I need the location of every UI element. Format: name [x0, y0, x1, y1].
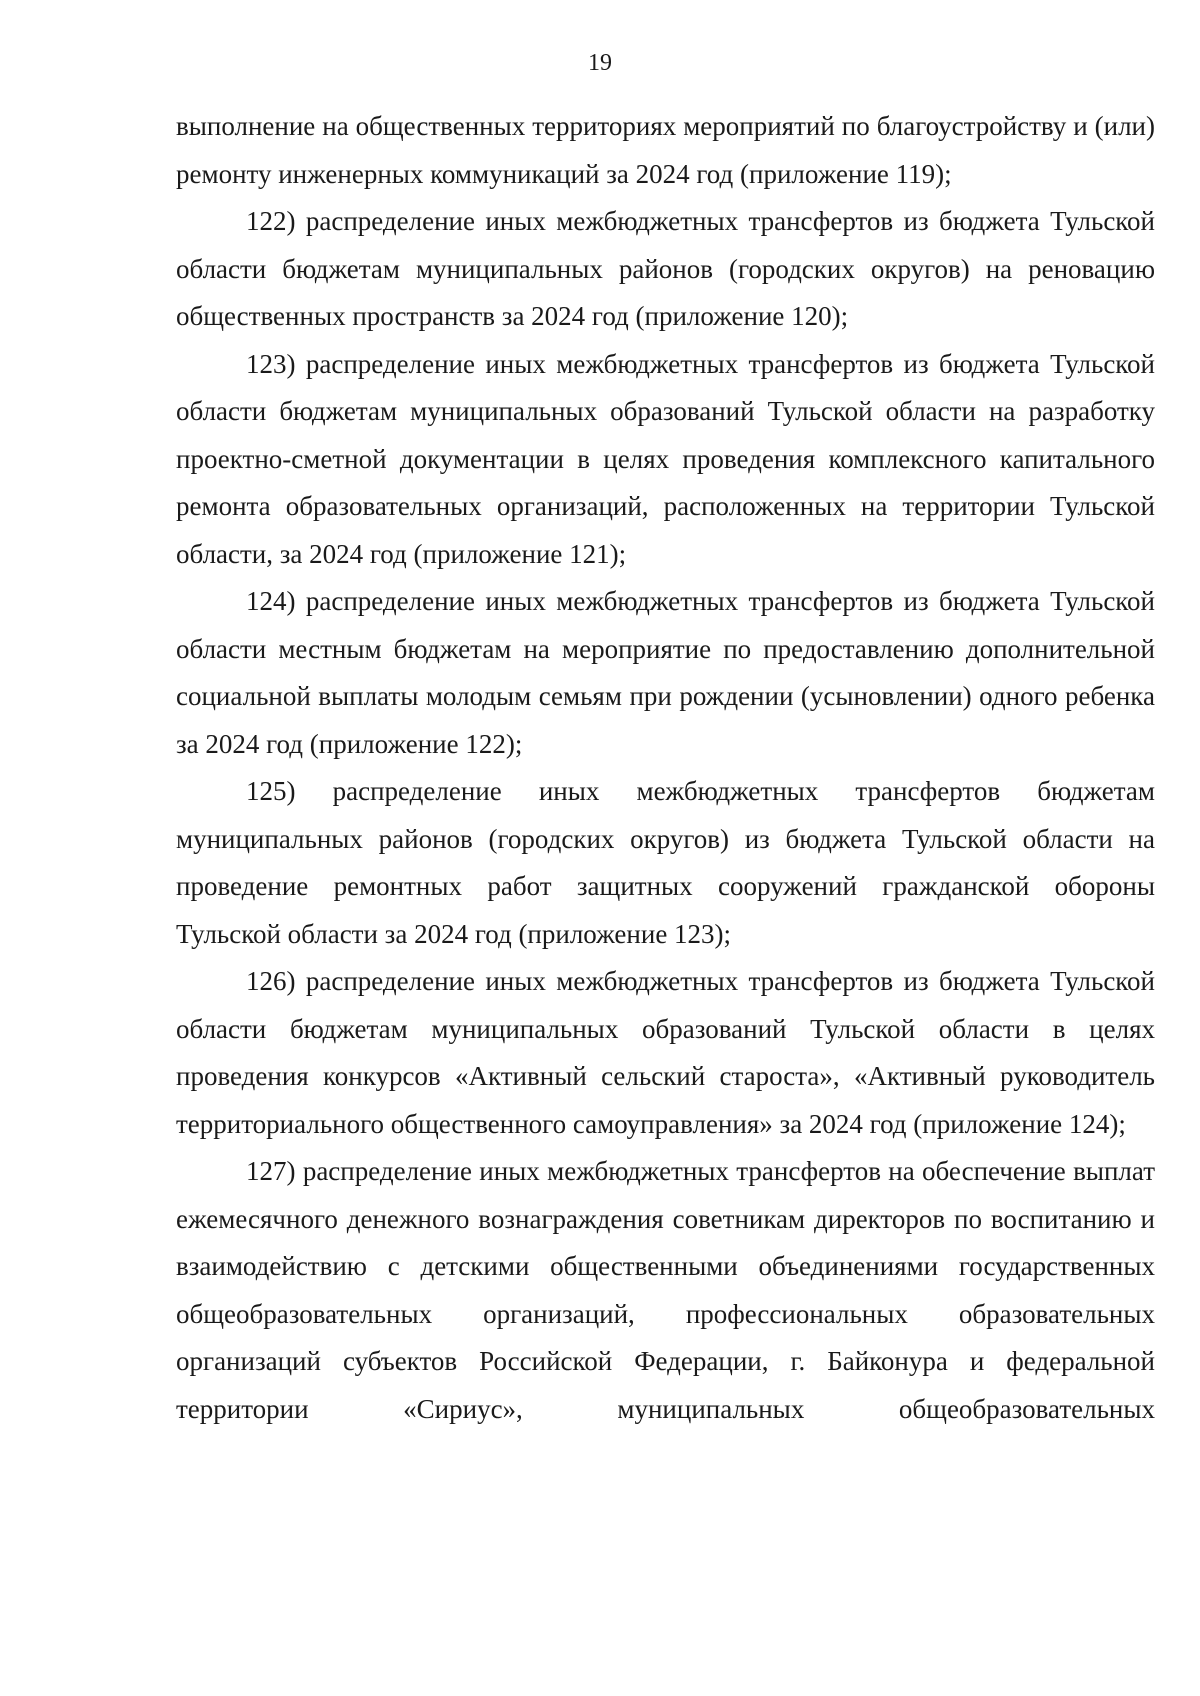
list-item-126: 126) распределение иных межбюджетных трансфертов из бюджета Тульской области бюджетам муниципальных образований Тульской области в целях проведения конкурсов «Активный сельский староста», «Активный руководитель территориального общественного самоуправления» за 2024 год (приложение 124);	[176, 966, 1155, 1139]
document-body	[176, 103, 1155, 1433]
page-number: 19	[588, 50, 612, 76]
list-item-122: 122) распределение иных межбюджетных трансфертов из бюджета Тульской области бюджетам муниципальных районов (городских округов) на реновацию общественных пространств за 2024 год (приложение 120);	[176, 206, 1155, 331]
list-item-123: 123) распределение иных межбюджетных трансфертов из бюджета Тульской области бюджетам муниципальных образований Тульской области на разработку проектно-сметной документации в целях проведения комплексного капитального ремонта образовательных организаций, расположенных на территории Тульской области, за 2024 год (приложение 121);	[176, 348, 1155, 569]
list-item-125: 125) распределение иных межбюджетных трансфертов бюджетам муниципальных районов (городских округов) из бюджета Тульской области на проведение ремонтных работ защитных сооружений гражданской обороны Тульской области за 2024 год (приложение 123);	[176, 776, 1155, 949]
paragraph-continuation: выполнение на общественных территориях мероприятий по благоустройству и (или) ремонту инженерных коммуникаций за 2024 год (приложение 119);	[176, 111, 1155, 189]
list-item-124: 124) распределение иных межбюджетных трансфертов из бюджета Тульской области местным бюджетам на мероприятие по предоставлению дополнительной социальной выплаты молодым семьям при рождении (усыновлении) одного ребенка за 2024 год (приложение 122);	[176, 586, 1155, 759]
list-item-127: 127) распределение иных межбюджетных трансфертов на обеспечение выплат ежемесячного денежного вознаграждения советникам директоров по воспитанию и взаимодействию с детскими общественными объединениями государственных общеобразовательных организаций, профессиональных образовательных организаций субъектов Российской Федерации, г. Байконура и федеральной территории «Сириус», муниципальных общеобразовательных	[176, 1156, 1155, 1424]
